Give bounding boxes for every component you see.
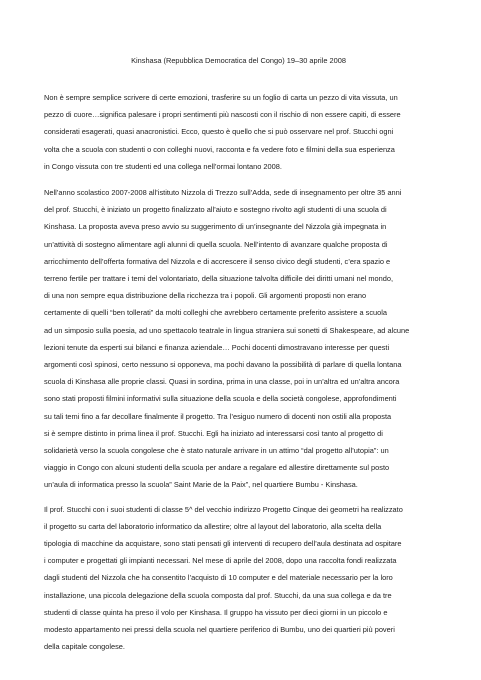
- text-line: i computer e progettati gli impianti necessari. Nel mese di aprile del 2008, dopo una raccolta fondi realizzata: [44, 556, 397, 566]
- text-line: Il prof. Stucchi con i suoi studenti di classe 5^ del vecchio indirizzo Progetto Cinque dei geometri ha realizzato: [44, 504, 403, 514]
- text-line: della capitale congolese.: [44, 642, 125, 652]
- text-line: terreno fertile per trattare i temi del volontariato, della situazione talvolta difficile dei diritti umani nel mondo,: [44, 274, 394, 284]
- text-line: tipologia di macchine da acquistare, sono stati pensati gli interventi di recupero dell’aula destinata ad ospitare: [44, 539, 402, 549]
- text-line: modesto appartamento nei pressi della scuola nel quartiere periferico di Bumbu, uno dei quartieri più poveri: [44, 625, 395, 635]
- text-line: si è sempre distinto in prima linea il prof. Stucchi. Egli ha iniziato ad interessarsi così tanto al progetto di: [44, 428, 383, 438]
- text-line: argomenti così spinosi, certo nessuno si opponeva, ma pochi davano la possibilità di parlare di quella lontana: [44, 360, 402, 370]
- text-line: sono stati proposti filmini informativi sulla situazione della scuola e della società congolese, approfondimenti: [44, 394, 397, 404]
- text-line: Kinshasa. La proposta aveva preso avvio su suggerimento di un’insegnante del Nizzola già impegnata in: [44, 222, 387, 232]
- text-line: su tali temi fino a far decollare finalmente il progetto. Tra l’esiguo numero di docenti non ostili alla proposta: [44, 411, 392, 421]
- text-line: in Congo vissuta con tre studenti ed una collega nell’ormai lontano 2008.: [44, 161, 282, 171]
- paragraph-2: [44, 184, 433, 494]
- text-line: Non è sempre semplice scrivere di certe emozioni, trasferire su un foglio di carta un pezzo di vita vissuta, un: [44, 93, 398, 102]
- paragraph-1: [44, 89, 433, 175]
- text-line: dagli studenti del Nizzola che ha consentito l’acquisto di 10 computer e del materiale necessario per la loro: [44, 573, 393, 583]
- text-line: arricchimento dell’offerta formativa del Nizzola e di accrescere il senso civico degli studenti, c’era spazio e: [44, 256, 391, 266]
- text-line: del prof. Stucchi, è iniziato un progetto finalizzato all’aiuto e sostegno rivolto agli studenti di una scuola di: [44, 205, 387, 215]
- text-line: studenti di classe quinta ha preso il volo per Kinshasa. Il gruppo ha vissuto per dieci giorni in un piccolo e: [44, 607, 388, 617]
- text-line: considerati esagerati, quasi anacronistici. Ecco, questo è quello che si può osservare nel prof. Stucchi ogni: [44, 127, 394, 137]
- text-line: volta che a scuola con studenti o con colleghi nuovi, racconta e fa vedere foto e filmini della sua esperienza: [44, 144, 395, 154]
- text-line: scuola di Kinshasa alle proprie classi. Quasi in sordina, prima in una classe, poi in un’altra ed un’altra ancora: [44, 377, 400, 387]
- text-line: un’attività di sostegno alimentare agli alunni di quella scuola. Nell’intento di avanzare qualche proposta di: [44, 239, 388, 249]
- text-line: installazione, una piccola delegazione della scuola composta dal prof. Stucchi, da una sua collega e da tre: [44, 590, 392, 600]
- paragraph-3: [44, 501, 433, 656]
- text-line: il progetto su carta del laboratorio informatico da allestire; oltre al layout del laboratorio, alla scelta della: [44, 521, 382, 531]
- document-title: Kinshasa (Repubblica Democratica del Congo) 19–30 aprile 2008: [131, 56, 346, 65]
- text-line: di una non sempre equa distribuzione della ricchezza tra i popoli. Gli argomenti proposti non erano: [44, 291, 367, 301]
- text-line: pezzo di cuore…significa palesare i propri sentimenti più nascosti con il rischio di non essere capiti, di essere: [44, 110, 401, 120]
- text-line: viaggio in Congo con alcuni studenti della scuola per andare a regalare ed allestire direttamente sul posto: [44, 463, 390, 473]
- text-line: un’aula di informatica presso la scuola” Saint Marie de la Paix”, nel quartiere Bumbu - Kinshasa.: [44, 480, 358, 490]
- text-line: lezioni tenute da esperti sui bilanci e finanza aziendale… Pochi docenti dimostravano interesse per questi: [44, 342, 390, 352]
- text-line: Nell’anno scolastico 2007-2008 all’istituto Nizzola di Trezzo sull’Adda, sede di insegnamento per oltre 35 anni: [44, 188, 402, 198]
- text-line: ad un simposio sulla poesia, ad uno spettacolo teatrale in lingua straniera sui sonetti di Shakespeare, ad alcune: [44, 325, 410, 335]
- text-line: certamente di quelli “ben tollerati” da molti colleghi che avrebbero certamente preferito assistere a scuola: [44, 308, 388, 318]
- text-line: solidarietà verso la scuola congolese che è stato naturale arrivare in un attimo “dal progetto all’utopia”: un: [44, 446, 389, 456]
